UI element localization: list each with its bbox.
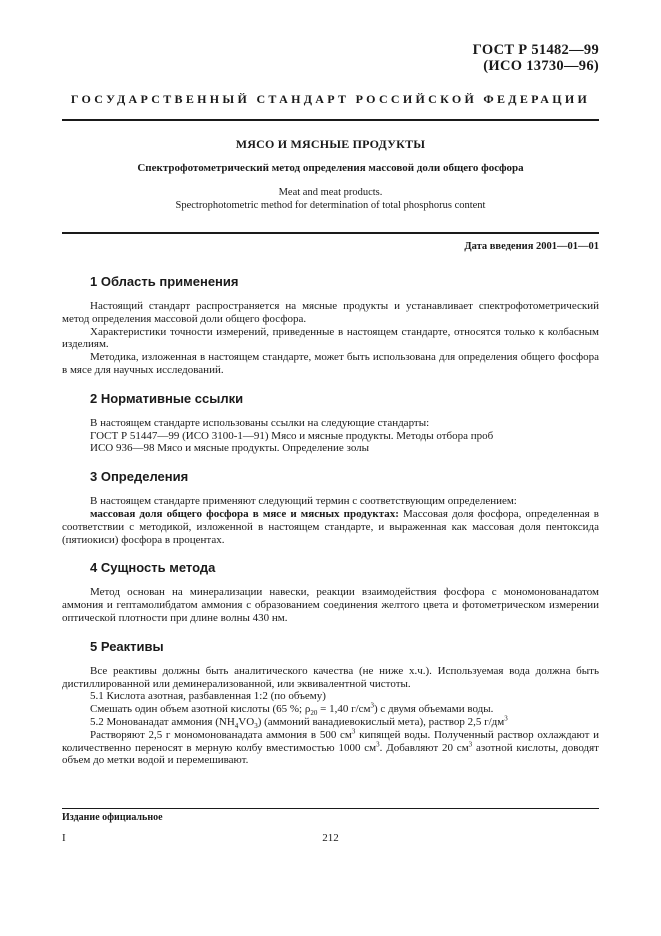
paragraph: Метод основан на минерализации навески, реакции взаимодействия фосфора с мономонованадатом аммония и гептамолибдатом аммония с образованием соединения желтого цвета и фотометрическом измерении оптической плотности при длине волны 430 нм.	[62, 586, 599, 624]
paragraph: Все реактивы должны быть аналитического качества (не ниже х.ч.). Используемая вода должна быть дистиллированной или деминерализованной, или эквивалентной чистоты.	[62, 664, 599, 690]
page-number: 212	[322, 832, 339, 844]
section-reagents	[62, 639, 599, 767]
footer-rule	[62, 808, 599, 809]
defined-term: массовая доля общего фосфора в мясе и мясных продуктах:	[90, 507, 399, 520]
section-heading: 4 Сущность метода	[90, 560, 216, 576]
page-mark: I	[62, 832, 66, 844]
section-normative-references	[62, 391, 599, 455]
section-heading: 5 Реактивы	[90, 638, 164, 654]
english-title-line-1: Meat and meat products.	[278, 187, 383, 198]
english-title-line-2: Spectrophotometric method for determination of total phosphorus content	[175, 200, 486, 211]
paragraph: Смешать один объем азотной кислоты (65 %; $\rho_{20} = 1,40$ $г/см^3$) с двумя объемами воды.	[90, 701, 494, 718]
official-edition-label: Издание официальное	[62, 812, 163, 823]
section-definitions	[62, 469, 599, 546]
document-title: МЯСО И МЯСНЫЕ ПРОДУКТЫ	[235, 137, 426, 151]
title-rule	[62, 232, 599, 234]
document-body	[62, 274, 599, 767]
paragraph: 5.1 Кислота азотная, разбавленная 1:2 (по объему)	[90, 690, 326, 703]
paragraph: В настоящем стандарте использованы ссылки на следующие стандарты:	[90, 416, 430, 429]
definition-paragraph	[62, 508, 599, 546]
standard-code: ГОСТ Р 51482—99	[472, 42, 599, 58]
paragraph: Настоящий стандарт распространяется на мясные продукты и устанавливает спектрофотометрический метод определения массовой доли общего фосфора.	[62, 300, 599, 325]
section-heading: 3 Определения	[90, 469, 189, 485]
standard-code-block	[473, 42, 599, 74]
introduction-date: Дата введения 2001—01—01	[464, 241, 599, 252]
paragraph: ИСО 936—98 Мясо и мясные продукты. Определение золы	[90, 442, 370, 455]
paragraph: В настоящем стандарте применяют следующий термин с соответствующим определением:	[90, 495, 517, 508]
paragraph: 5.2 Монованадат аммония $(NH_4VO_3)$ (аммоний ванадиевокислый мета), раствор 2,5 $г/дм^3$	[90, 714, 508, 731]
paragraph: Методика, изложенная в настоящем стандарте, может быть использована для определения общего фосфора в мясе для научных исследований.	[62, 351, 599, 376]
section-heading: 2 Нормативные ссылки	[90, 390, 244, 406]
english-title	[62, 186, 599, 212]
paragraph: Характеристики точности измерений, приведенные в настоящем стандарте, относятся только к колбасным изделиям.	[62, 325, 599, 351]
section-scope	[62, 274, 599, 377]
header-rule	[62, 119, 599, 121]
paragraph: ГОСТ Р 51447—99 (ИСО 3100-1—91) Мясо и мясные продукты. Методы отбора проб	[90, 429, 494, 442]
document-subtitle: Спектрофотометрический метод определения массовой доли общего фосфора	[137, 162, 524, 174]
paragraph: Растворяют 2,5 г мономонованадата аммония в 500 $см^3$ кипящей воды. Полученный раствор охлаждают и количественно переносят в мерную колбу вместимостью 1000 $см^3$. Добавляют 20 $см^3$ азотной кислоты, доводят объем до метки водой и перемешивают.	[62, 727, 600, 767]
definition-text: Массовая доля фосфора, определенная в соответствии с методикой, изложенной в настоящем стандарте, и выраженная как массовая доля пентоксида (пятиокиси) фосфора в процентах.	[62, 507, 599, 546]
state-standard-banner: ГОСУДАРСТВЕННЫЙ СТАНДАРТ РОССИЙСКОЙ ФЕДЕРАЦИИ	[70, 92, 591, 106]
section-method-principle	[62, 560, 599, 624]
iso-code: (ИСО 13730—96)	[483, 58, 599, 74]
section-heading: 1 Область применения	[90, 274, 239, 289]
